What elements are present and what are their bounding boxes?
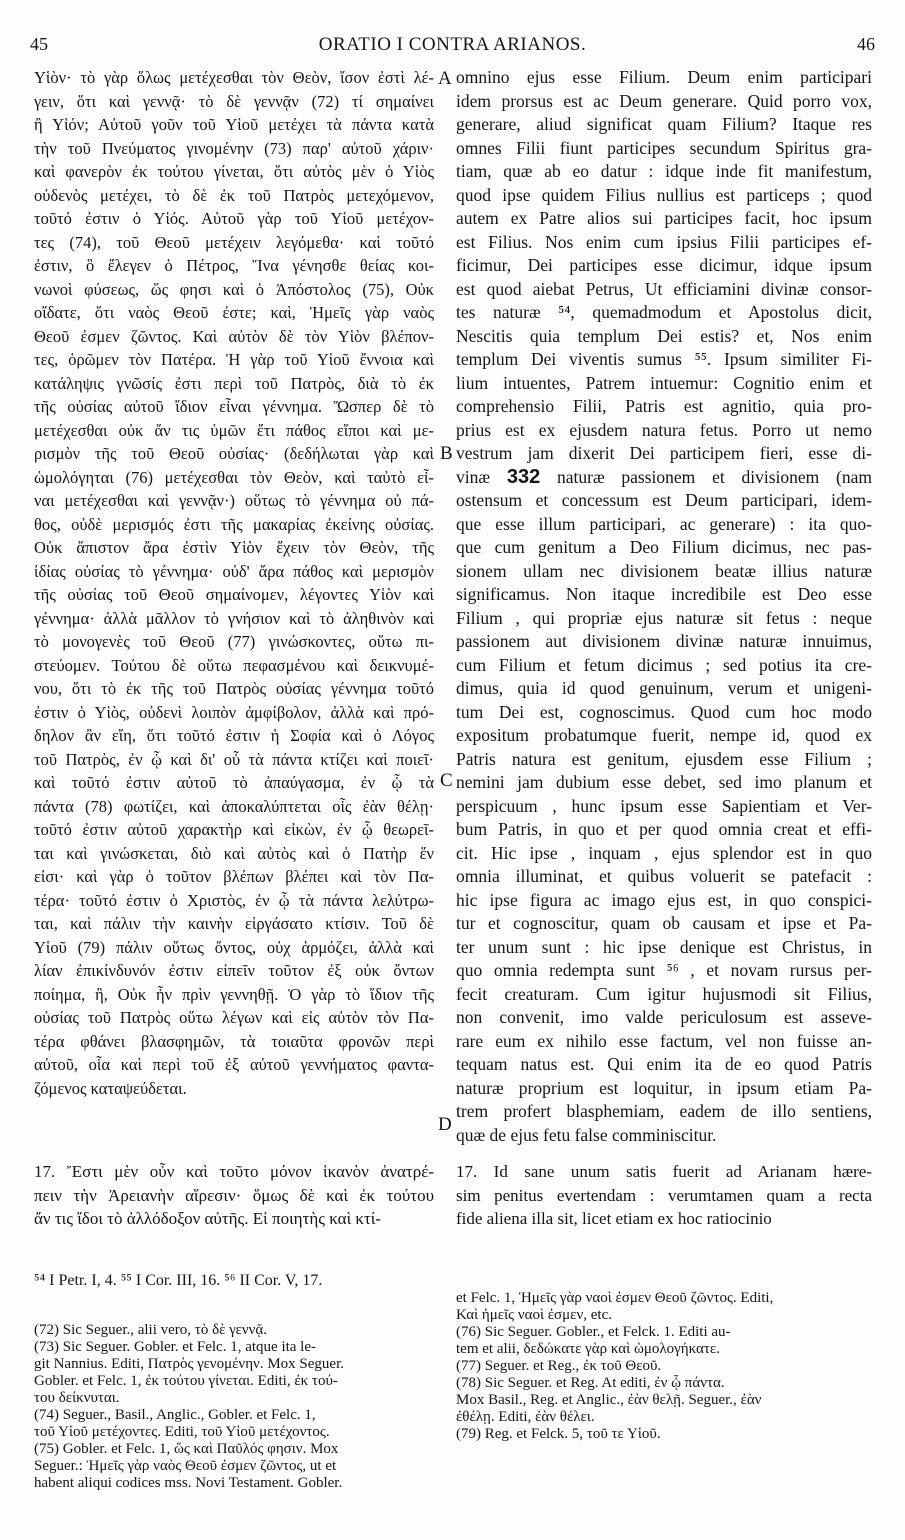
latin-text-line: non convenit, imo valde periculosum est asseve- [456,1007,872,1027]
latin-text-line: quo omnia redempta sunt ⁵⁶ , et novam rursus per- [456,960,872,980]
latin-text-line: est quod aiebat Petrus, Ut efficiamini divinæ consor- [456,278,872,299]
latin-text-line: generare, aliud significat quam Filium? Itaque res [456,114,872,134]
greek-text-line: ται, καὶ πάλιν τὴν καινὴν εἰργάσατο κτίσιν. Τοῦ δὲ [34,914,434,933]
footnote-line: habent aliqui codices mss. Novi Testament. Gobler. [34,1475,343,1491]
greek-text-line: νου, ὅτι τὸ ἐκ τῆς τοῦ Πατρὸς οὐσίας γέννημα τοῦτό [34,679,434,698]
greek-text-line: ἄν τις ἴδοι τὸ ἀλλόδοξον αὐτῆς. Εἰ ποιητὴς καὶ κτί- [34,1209,382,1228]
footnote-line: git Nannius. Editi, Πατρὸς γενομένην. Mox Seguer. [34,1356,345,1372]
page-number-right: 46 [857,34,875,54]
latin-text-line: dimus, quia id quod genuinum, verum et unigeni- [456,678,872,698]
footnote-line: (74) Seguer., Basil., Anglic., Gobler. et Felc. 1, [34,1407,316,1423]
latin-text-line: que esse illum participari, ac generare) : ita quo- [456,513,872,534]
greek-text-line: τοῦ Πατρὸς, ἐν ᾧ καὶ δι' οὗ τὰ πάντα κτίζει καὶ ποιεῖ· [34,749,434,769]
greek-text-line: τες, ὁρῶμεν τὸν Πατέρα. Ἡ γὰρ τοῦ Υἱοῦ ἔννοια καὶ [34,350,434,369]
greek-text-line: ρισμὸν τῆς τοῦ Θεοῦ οὐσίας· (δεδήλωται γὰρ καὶ [34,444,434,463]
latin-text-line: sim penitus evertendam : verumtamen quam a recta [456,1185,872,1205]
footnotes-right [456,1290,872,1443]
greek-column [34,66,434,1100]
footnote-line: (78) Sic Seguer. et Reg. At editi, ἐν ᾧ πάντα. [456,1375,725,1391]
footnotes-left [34,1322,444,1492]
running-title: ORATIO I CONTRA ARIANOS. [318,34,587,55]
latin-text-line: Patris natura est genitum, ejusdem esse Filium ; [456,748,872,769]
latin-text-line: quæ de ejus fetu false comminiscitur. [456,1124,717,1145]
latin-text-line: lium intuentes, Patrem intuemur: Cognitio enim et [456,372,872,393]
latin-text-line: tiam, quæ ab eo datur : idque inde fit manifestum, [456,161,872,181]
footnote-line: (77) Seguer. et Reg., ἐκ τοῦ Θεοῦ. [456,1358,662,1374]
greek-text-line: μετέχεσθαι οὐκ ἄν τις ὑμῶν ἔτι πάθος εἴποι καὶ με- [34,420,434,440]
latin-paragraph-17 [456,1160,872,1231]
greek-text-line: ἰδίας οὐσίας τὸ γέννημα· οὐδ' ἄρα πάθος καὶ μερισμὸν [34,561,434,581]
greek-text-line: Θεοῦ ἐσμεν ζῶντος. Καὶ αὐτὸν δὲ τὸν Υἱὸν βλέπον- [34,326,434,346]
greek-text-line: 17. Ἔστι μὲν οὖν καὶ τοῦτο μόνον ἱκανὸν ἀνατρέ- [34,1162,434,1181]
latin-text-line: rare eum ex nihilo esse factum, vel non fuisse an- [456,1030,872,1051]
greek-text-line: νωνοὶ φύσεως, ὥς φησι καὶ ὁ Ἀπόστολος (75), Οὐκ [34,279,434,299]
latin-text-line: ficimur, Dei participes esse dicimur, idque ipsum [456,255,872,275]
footnote-line: Gobler. et Felc. 1, ἐκ τούτου γίνεται. Editi, ἐκ τού- [34,1373,338,1389]
latin-text-line: nemini jam dubium esse debet, sed imo planum et [456,772,872,792]
greek-text-line: ἐστιν ὁ Υἱὸς, οὐδενὶ λοιπὸν ἀμφίβολον, ἀλλὰ καὶ πρό- [34,702,434,722]
latin-text-line: ostensum et concessum est Deum participari, idem- [456,490,872,510]
footnote-line: tem et alii, δεδώκατε γὰρ καὶ ὡμολογήκατε. [456,1341,720,1357]
page-number-left: 45 [30,34,48,54]
latin-text-line: passionem aut divisionem divinæ naturæ innuimus, [456,631,872,651]
footnote-line: Καὶ ἡμεῖς ναοὶ ἐσμεν, etc. [456,1307,612,1323]
footnote-line: ἐθέλῃ. Editi, ἐὰν θέλει. [456,1409,595,1425]
margin-marker-a: A [438,68,452,89]
margin-marker-c: C [440,770,453,791]
latin-text-line: tur et cognoscitur, quam ob causam et ipse et Pa- [456,913,872,933]
greek-text-line: ἢ Υἱόν; Αὐτοῦ γοῦν τοῦ Υἱοῦ μετέχει τὰ πάντα κατὰ [34,115,434,134]
greek-text-line: οἴδατε, ὅτι ναὸς Θεοῦ ἐστε; καὶ, Ἡμεῖς γὰρ ναὸς [34,303,434,322]
greek-paragraph-17 [34,1160,434,1231]
latin-text-line: expositum probatumque fuerit, nempe id, quod ex [456,725,872,745]
greek-text-line: στεύομεν. Τούτου δὲ οὕτω πεφασμένου καὶ δεικνυμέ- [34,655,434,675]
greek-text-line: πειν τὴν Ἀρειανὴν αἵρεσιν· ὅμως δὲ καὶ ἐκ τούτου [34,1185,434,1205]
latin-text-line: hic ipse figura ac imago ejus est, in quo conspici- [456,889,872,910]
greek-text-line: κατάληψις γνῶσίς ἐστι περὶ τοῦ Πατρὸς, διὰ τὸ ἐκ [34,373,434,393]
greek-text-line: Υἱὸν· τὸ γὰρ ὅλως μετέχεσθαι τὸν Θεὸν, ἴσον ἐστὶ λέ- [34,68,434,87]
greek-text-line: τες (74), τοῦ Θεοῦ μετέχειν λεγόμεθα· καὶ τοῦτό [34,232,434,252]
greek-text-line: τέρα φθάνει βλασφημῶν, τὰ τοιαῦτα φρονῶν περὶ [34,1031,434,1051]
greek-text-line: πάντα (78) φωτίζει, καὶ ἀποκαλύπτεται οἷς ἐὰν θέλῃ· [34,796,434,816]
latin-text-line: idem prorsus est ac Deum generare. Quid porro vox, [456,90,872,111]
latin-text-line: Filium , qui propriæ ejus naturæ sit fetus : neque [456,607,872,628]
greek-text-line: δηλον ἂν εἴη, ὅτι τοῦτό ἐστιν ἡ Σοφία καὶ ὁ Λόγος [34,726,434,745]
footnote-line: (72) Sic Seguer., alii vero, τὸ δὲ γεννᾷ. [34,1322,268,1338]
greek-text-line: λίαν ἐπικίνδυνόν ἐστιν εἰπεῖν τοῦτον ἐξ οὐκ ὄντων [34,961,434,980]
footnote-line: τοῦ Υἱοῦ μετέχοντες. Editi, τοῦ Υἱοῦ μετέχοντος. [34,1424,330,1440]
greek-text-line: ζόμενος καταψεύδεται. [34,1078,187,1098]
footnote-line: (76) Sic Seguer. Gobler., et Felck. 1. Editi au- [456,1324,731,1340]
latin-text-line: est Filius. Nos enim cum ipsius Filii participes ef- [456,231,872,252]
greek-text-line: γέννημα· ἀλλὰ μᾶλλον τὸ γνήσιον καὶ τὸ ἀληθινὸν καὶ [34,608,434,628]
greek-text-line: τοῦτό ἐστιν ὁ Υἱός. Αὐτοῦ γὰρ τοῦ Υἱοῦ μετέχον- [34,209,434,228]
latin-text-line: fide aliena illa sit, licet etiam ex hoc ratiocinio [456,1209,772,1228]
latin-text-line: quod ipse quidem Filius nullius est particeps ; quod [456,184,872,205]
greek-text-line: αὐτοῦ, οἷα καὶ περὶ τοῦ ἐξ αὐτοῦ γεννήματος φαντα- [34,1055,434,1074]
latin-text-line: vinæ 332 naturæ passionem et divisionem (nam [456,465,872,488]
latin-text-line: prius est ex ejusdem natura fetus. Porro ut nemo [456,419,872,440]
greek-text-line: τῆς οὐσίας αὐτοῦ ἴδιον εἶναι γέννημα. Ὥσπερ δὲ τὸ [34,397,434,416]
footnote-line: (79) Reg. et Felck. 5, τοῦ τε Υἱοῦ. [456,1426,661,1442]
page-mark-number: 332 [506,465,541,488]
greek-text-line: τέρα· τοῦτό ἐστιν ὁ Χριστὸς, ἐν ᾧ τὰ πάντα λελύτρω- [34,890,434,910]
latin-text-line: omnes Filii fiunt participes secundum Spiritus gra- [456,137,872,158]
latin-text-line: fecit creaturam. Cum igitur hujusmodi sit Filius, [456,983,872,1004]
latin-text-line: tes naturæ ⁵⁴, quemadmodum et Apostolus dicit, [456,302,872,322]
margin-marker-d: D [438,1114,452,1135]
greek-text-line: ἐστιν, ὃ ἔλεγεν ὁ Πέτρος, Ἵνα γένησθε θείας κοι- [34,256,434,275]
footnote-line: του δείκνυται. [34,1390,120,1406]
latin-text-line: omnino ejus esse Filium. Deum enim participari [456,67,872,87]
greek-text-line: γειν, ὅτι καὶ γεννᾷ· τὸ δὲ γεννᾷν (72) τί σημαίνει [34,91,434,111]
greek-text-line: οὐσίας τοῦ Πατρὸς οὕτω λέγων καὶ εἰς αὐτὸν τὸν Πα- [34,1008,434,1027]
latin-text-line: trem profert blasphemiam, eadem de illo sentiens, [456,1101,872,1121]
latin-text-line: ter unum sunt : hic ipse denique est Christus, in [456,936,872,957]
greek-text-line: Οὐκ ἄπιστον ἄρα ἐστὶν Υἱὸν ἔχειν τὸν Θεὸν, τῆς [34,538,434,557]
greek-text-line: ται καὶ γινώσκεται, διὸ καὶ αὐτὸς καὶ ὁ Πατὴρ ἕν [34,843,434,863]
latin-text-line: cum Filium et fetum dicimus ; sed potius ita cre- [456,654,872,675]
footnote-line: Seguer.: Ἡμεῖς γὰρ ναὸς Θεοῦ ἐσμεν ζῶντος, ut et [34,1458,337,1474]
latin-text-line: autem ex Patre alios sui participes facit, hoc ipsum [456,208,872,228]
latin-text-line: naturæ proprium est loquitur, in ipsum etiam Pa- [456,1077,872,1098]
greek-text-line: ὡμολόγηται (76) μετέχεσθαι τὸν Θεὸν, καὶ ταὐτὸ εἶ- [34,467,434,487]
greek-text-line: Υἱοῦ (79) πάλιν οὕτως ὄντος, οὐχ ἁρμόζει, ἀλλὰ καὶ [34,937,434,957]
greek-text-line: ποίημα, ἢ, Οὐκ ἦν πρὶν γεννηθῇ. Ὁ γὰρ τὸ ἴδιον τῆς [34,984,434,1004]
latin-text-line: 17. Id sane unum satis fuerit ad Arianam hære- [456,1162,872,1181]
greek-text-line: ναι μετέχεσθαι καὶ γεννᾷν·) οὕτως τὸ γέννημα οὐ πά- [34,491,434,510]
latin-text-line: Nescitis quia templum Dei estis? et, Nos enim [456,325,872,346]
greek-text-line: θος, οὐδὲ μερισμός ἐστι τῆς μακαρίας ἐκείνης οὐσίας. [34,514,434,534]
greek-text-line: καὶ φανερὸν ἐκ τούτου γίνεται, ὅτι αὐτὸς μὲν ὁ Υἱὸς [34,162,434,181]
latin-column [456,66,872,1147]
latin-text-line: tum Dei est, cognoscimus. Quod cum hoc modo [456,701,872,722]
latin-text-line: sionem ullam nec divisionem beatæ illius naturæ [456,560,872,581]
greek-text-line: τοῦτό ἐστιν αὐτοῦ χαρακτὴρ καὶ εἰκὼν, ἐν ᾧ θεωρεῖ- [34,820,434,839]
latin-text-line: bum Patris, in quo et per quod omnia creat et effi- [456,819,872,839]
greek-text-line: τὸ μονογενὲς τοῦ Θεοῦ (77) γινώσκοντες, οὕτω πι- [34,632,434,651]
footnote-line: (73) Sic Seguer. Gobler. et Felc. 1, atque ita le- [34,1339,317,1355]
page-header [30,34,875,58]
latin-text-line: templum Dei viventis sumus ⁵⁵. Ipsum similiter Fi- [456,349,872,369]
latin-text-line: tequam natus est. Qui enim ita de eo quod Patris [456,1054,872,1074]
greek-text-line: καὶ τοῦτό ἐστιν αὐτοῦ τὸ ἀπαύγασμα, ἐν ᾧ τὰ [34,773,434,792]
greek-text-line: τῆς οὐσίας τοῦ Θεοῦ σημαίνομεν, λέγοντες Υἱὸν καὶ [34,585,434,604]
greek-text-line: οὐδενὸς μετέχει, τὸ δὲ ἐκ τοῦ Πατρὸς μετεχόμενον, [34,185,434,205]
latin-text-line: omnia illuminat, et quibus voluerit se patefacit : [456,866,872,886]
latin-text-line: comprehensio Filii, Patris est agnitio, quia pro- [456,396,872,416]
greek-text-line: εἰσι· καὶ γὰρ ὁ τοῦτον βλέπων βλέπει καὶ τὸν Πα- [34,867,434,886]
latin-text-line: vestrum jam dixerit Dei participem fieri, esse di- [456,443,872,463]
footnote-line: (75) Gobler. et Felc. 1, ὥς καὶ Παῦλός φησιν. Mox [34,1441,339,1457]
scripture-references: ⁵⁴ I Petr. I, 4. ⁵⁵ I Cor. III, 16. ⁵⁶ II Cor. V, 17. [34,1272,323,1289]
footnote-line: Mox Basil., Reg. et Anglic., ἐὰν θελῇ. Seguer., ἐὰν [456,1392,762,1408]
margin-marker-b: B [440,443,453,464]
greek-text-line: τὴν τοῦ Πνεύματος γινομένην (73) παρ' αὐτοῦ χάριν· [34,138,434,158]
latin-text-line: perspicuum , hunc ipsum esse Sapientiam et Ver- [456,795,872,816]
footnote-line: et Felc. 1, Ἡμεῖς γὰρ ναοὶ ἐσμεν Θεοῦ ζῶντος. Editi, [456,1290,774,1306]
latin-text-line: significamus. Non itaque incredibile est Deo esse [456,584,872,604]
latin-text-line: cit. Hic ipse , inquam , ejus splendor est in quo [456,842,872,863]
latin-text-line: que cum genitum a Deo Filium dicimus, nec pas- [456,537,872,557]
